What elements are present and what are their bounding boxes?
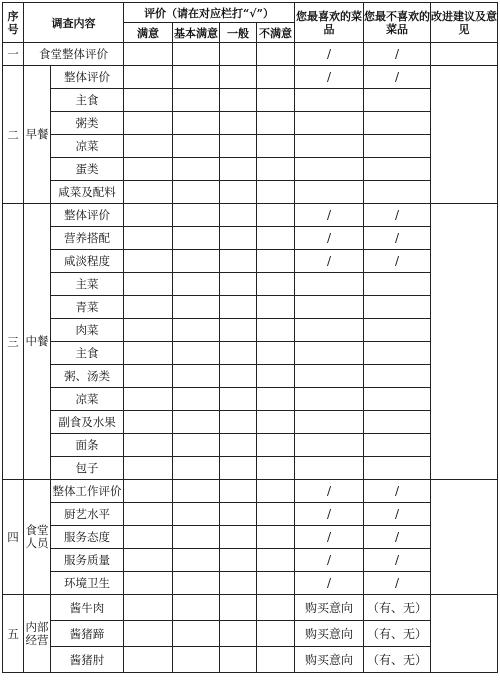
rating-cell[interactable] xyxy=(257,250,295,273)
rating-cell[interactable] xyxy=(257,273,295,296)
survey-table xyxy=(2,2,498,673)
fav-cell[interactable] xyxy=(295,89,364,112)
suggest-cell[interactable] xyxy=(431,43,498,66)
rating-average: 一般 xyxy=(220,23,257,43)
rating-cell[interactable] xyxy=(173,480,220,503)
rating-cell[interactable] xyxy=(257,158,295,181)
rating-cell[interactable] xyxy=(220,434,257,457)
rating-cell[interactable] xyxy=(124,434,173,457)
dislike-cell[interactable]: / xyxy=(364,43,431,66)
rating-cell[interactable] xyxy=(257,388,295,411)
section-name: 食堂人员 xyxy=(24,480,51,595)
rating-cell[interactable] xyxy=(220,112,257,135)
fav-cell[interactable]: / xyxy=(295,250,364,273)
dislike-cell[interactable] xyxy=(364,158,431,181)
rating-cell[interactable] xyxy=(257,647,295,673)
dislike-cell[interactable] xyxy=(364,411,431,434)
rating-cell[interactable] xyxy=(220,273,257,296)
rating-cell[interactable] xyxy=(257,227,295,250)
item-label: 整体评价 xyxy=(51,204,124,227)
rating-satisfied: 满意 xyxy=(124,23,173,43)
fav-cell[interactable]: / xyxy=(295,43,364,66)
dislike-cell[interactable] xyxy=(364,296,431,319)
rating-cell[interactable] xyxy=(124,250,173,273)
rating-cell[interactable] xyxy=(173,135,220,158)
rating-cell[interactable] xyxy=(124,112,173,135)
row-label: 食堂整体评价 xyxy=(24,43,124,66)
rating-cell[interactable] xyxy=(220,549,257,572)
fav-cell[interactable]: / xyxy=(295,227,364,250)
dislike-cell[interactable]: / xyxy=(364,480,431,503)
rating-cell[interactable] xyxy=(220,342,257,365)
rating-cell[interactable] xyxy=(173,273,220,296)
dislike-cell[interactable] xyxy=(364,89,431,112)
dislike-cell[interactable]: / xyxy=(364,526,431,549)
dislike-cell[interactable] xyxy=(364,457,431,480)
item-label: 咸淡程度 xyxy=(51,250,124,273)
lunch-row xyxy=(3,296,498,319)
rating-cell[interactable] xyxy=(124,135,173,158)
rating-cell[interactable] xyxy=(257,135,295,158)
staff-row xyxy=(3,503,498,526)
dislike-cell[interactable] xyxy=(364,365,431,388)
dislike-cell[interactable]: / xyxy=(364,66,431,89)
rating-cell[interactable] xyxy=(173,181,220,204)
section-number: 五 xyxy=(3,595,24,673)
rating-cell[interactable] xyxy=(124,342,173,365)
header-seq: 序号 xyxy=(3,3,24,43)
suggest-cell[interactable] xyxy=(431,595,498,673)
dislike-cell[interactable] xyxy=(364,273,431,296)
fav-cell[interactable]: 购买意向 xyxy=(295,621,364,647)
dislike-cell[interactable] xyxy=(364,388,431,411)
rating-cell[interactable] xyxy=(173,66,220,89)
fav-cell[interactable] xyxy=(295,319,364,342)
dislike-cell[interactable]: / xyxy=(364,549,431,572)
item-label: 酱牛肉 xyxy=(51,595,124,621)
lunch-row xyxy=(3,319,498,342)
rating-cell[interactable] xyxy=(124,227,173,250)
lunch-row xyxy=(3,204,498,227)
rating-cell[interactable] xyxy=(220,480,257,503)
rating-cell[interactable] xyxy=(220,365,257,388)
lunch-row xyxy=(3,365,498,388)
rating-cell[interactable] xyxy=(124,572,173,595)
dislike-cell[interactable]: （有、无） xyxy=(364,621,431,647)
rating-cell[interactable] xyxy=(173,296,220,319)
rating-cell[interactable] xyxy=(124,66,173,89)
internal-row xyxy=(3,621,498,647)
rating-cell[interactable] xyxy=(220,158,257,181)
staff-row xyxy=(3,526,498,549)
rating-cell[interactable] xyxy=(220,526,257,549)
item-label: 主食 xyxy=(51,89,124,112)
lunch-row xyxy=(3,342,498,365)
rating-cell[interactable] xyxy=(124,89,173,112)
rating-cell[interactable] xyxy=(220,66,257,89)
rating-cell[interactable] xyxy=(173,319,220,342)
row-overall xyxy=(3,43,498,66)
rating-cell[interactable] xyxy=(220,43,257,66)
fav-cell[interactable]: / xyxy=(295,549,364,572)
fav-cell[interactable]: / xyxy=(295,526,364,549)
dislike-cell[interactable]: / xyxy=(364,572,431,595)
rating-cell[interactable] xyxy=(220,595,257,621)
dislike-cell[interactable] xyxy=(364,181,431,204)
fav-cell[interactable] xyxy=(295,296,364,319)
dislike-cell[interactable]: （有、无） xyxy=(364,595,431,621)
rating-cell[interactable] xyxy=(220,89,257,112)
rating-cell[interactable] xyxy=(124,273,173,296)
dislike-cell[interactable]: / xyxy=(364,503,431,526)
header-eval: 评价（请在对应栏打“√”） xyxy=(124,3,295,23)
suggest-cell[interactable] xyxy=(431,66,498,204)
rating-cell[interactable] xyxy=(220,647,257,673)
header-fav: 您最喜欢的菜品 xyxy=(295,3,364,43)
item-label: 酱猪蹄 xyxy=(51,621,124,647)
fav-cell[interactable]: / xyxy=(295,503,364,526)
breakfast-row xyxy=(3,89,498,112)
rating-cell[interactable] xyxy=(220,181,257,204)
rating-cell[interactable] xyxy=(173,647,220,673)
rating-cell[interactable] xyxy=(220,572,257,595)
dislike-cell[interactable] xyxy=(364,135,431,158)
rating-cell[interactable] xyxy=(257,572,295,595)
section-name: 早餐 xyxy=(24,66,51,204)
internal-row xyxy=(3,595,498,621)
item-label: 粥类 xyxy=(51,112,124,135)
rating-cell[interactable] xyxy=(220,296,257,319)
rating-cell[interactable] xyxy=(220,204,257,227)
fav-cell[interactable] xyxy=(295,342,364,365)
rating-cell[interactable] xyxy=(173,342,220,365)
item-label: 环境卫生 xyxy=(51,572,124,595)
item-label: 蛋类 xyxy=(51,158,124,181)
dislike-cell[interactable]: / xyxy=(364,250,431,273)
rating-cell[interactable] xyxy=(257,43,295,66)
rating-cell[interactable] xyxy=(257,296,295,319)
item-label: 肉菜 xyxy=(51,319,124,342)
rating-cell[interactable] xyxy=(124,549,173,572)
rating-cell[interactable] xyxy=(257,503,295,526)
rating-cell[interactable] xyxy=(173,526,220,549)
rating-cell[interactable] xyxy=(257,549,295,572)
rating-cell[interactable] xyxy=(257,204,295,227)
item-label: 厨艺水平 xyxy=(51,503,124,526)
staff-row xyxy=(3,549,498,572)
rating-cell[interactable] xyxy=(124,43,173,66)
rating-cell[interactable] xyxy=(257,595,295,621)
rating-cell[interactable] xyxy=(124,365,173,388)
dislike-cell[interactable]: （有、无） xyxy=(364,647,431,673)
rating-cell[interactable] xyxy=(257,365,295,388)
lunch-row xyxy=(3,411,498,434)
fav-cell[interactable] xyxy=(295,434,364,457)
dislike-cell[interactable] xyxy=(364,342,431,365)
fav-cell[interactable] xyxy=(295,411,364,434)
header-content: 调查内容 xyxy=(24,3,124,43)
rating-cell[interactable] xyxy=(124,526,173,549)
fav-cell[interactable] xyxy=(295,112,364,135)
rating-cell[interactable] xyxy=(257,457,295,480)
dislike-cell[interactable] xyxy=(364,434,431,457)
rating-cell[interactable] xyxy=(124,595,173,621)
breakfast-row xyxy=(3,135,498,158)
item-label: 酱猪肘 xyxy=(51,647,124,673)
rating-cell[interactable] xyxy=(124,319,173,342)
rating-cell[interactable] xyxy=(220,319,257,342)
fav-cell[interactable]: 购买意向 xyxy=(295,595,364,621)
rating-cell[interactable] xyxy=(220,457,257,480)
rating-cell[interactable] xyxy=(257,89,295,112)
item-label: 服务态度 xyxy=(51,526,124,549)
rating-cell[interactable] xyxy=(173,204,220,227)
rating-cell[interactable] xyxy=(257,480,295,503)
rating-cell[interactable] xyxy=(124,388,173,411)
dislike-cell[interactable] xyxy=(364,319,431,342)
fav-cell[interactable] xyxy=(295,365,364,388)
dislike-cell[interactable]: / xyxy=(364,227,431,250)
item-label: 凉菜 xyxy=(51,388,124,411)
rating-cell[interactable] xyxy=(257,66,295,89)
rating-cell[interactable] xyxy=(124,457,173,480)
rating-cell[interactable] xyxy=(173,250,220,273)
item-label: 青菜 xyxy=(51,296,124,319)
lunch-row xyxy=(3,388,498,411)
rating-cell[interactable] xyxy=(173,411,220,434)
rating-cell[interactable] xyxy=(173,457,220,480)
item-label: 面条 xyxy=(51,434,124,457)
rating-cell[interactable] xyxy=(220,503,257,526)
item-label: 服务质量 xyxy=(51,549,124,572)
breakfast-row xyxy=(3,112,498,135)
fav-cell[interactable] xyxy=(295,158,364,181)
section-name: 中餐 xyxy=(24,204,51,480)
lunch-row xyxy=(3,250,498,273)
fav-cell[interactable] xyxy=(295,181,364,204)
item-label: 主食 xyxy=(51,342,124,365)
fav-cell[interactable]: / xyxy=(295,66,364,89)
dislike-cell[interactable]: / xyxy=(364,204,431,227)
rating-cell[interactable] xyxy=(257,411,295,434)
rating-cell[interactable] xyxy=(257,434,295,457)
rating-cell[interactable] xyxy=(124,480,173,503)
section-name: 内部经营 xyxy=(24,595,51,673)
rating-cell[interactable] xyxy=(220,621,257,647)
rating-cell[interactable] xyxy=(173,621,220,647)
row-num: 一 xyxy=(3,43,24,66)
lunch-row xyxy=(3,457,498,480)
item-label: 包子 xyxy=(51,457,124,480)
rating-cell[interactable] xyxy=(173,365,220,388)
rating-basic: 基本满意 xyxy=(173,23,220,43)
rating-cell[interactable] xyxy=(124,296,173,319)
rating-cell[interactable] xyxy=(124,411,173,434)
fav-cell[interactable]: / xyxy=(295,572,364,595)
item-label: 整体评价 xyxy=(51,66,124,89)
internal-row xyxy=(3,647,498,673)
rating-cell[interactable] xyxy=(124,621,173,647)
rating-cell[interactable] xyxy=(257,526,295,549)
section-number: 四 xyxy=(3,480,24,595)
rating-cell[interactable] xyxy=(257,621,295,647)
rating-unsatisfied: 不满意 xyxy=(257,23,295,43)
fav-cell[interactable]: / xyxy=(295,480,364,503)
rating-cell[interactable] xyxy=(173,572,220,595)
header-suggest: 改进建议及意见 xyxy=(431,3,498,43)
rating-cell[interactable] xyxy=(124,158,173,181)
item-label: 咸菜及配料 xyxy=(51,181,124,204)
rating-cell[interactable] xyxy=(257,342,295,365)
item-label: 粥、汤类 xyxy=(51,365,124,388)
rating-cell[interactable] xyxy=(257,181,295,204)
rating-cell[interactable] xyxy=(220,411,257,434)
breakfast-row xyxy=(3,181,498,204)
fav-cell[interactable]: / xyxy=(295,204,364,227)
fav-cell[interactable] xyxy=(295,273,364,296)
lunch-row xyxy=(3,434,498,457)
rating-cell[interactable] xyxy=(173,89,220,112)
fav-cell[interactable] xyxy=(295,135,364,158)
rating-cell[interactable] xyxy=(173,43,220,66)
rating-cell[interactable] xyxy=(124,647,173,673)
fav-cell[interactable] xyxy=(295,388,364,411)
staff-row xyxy=(3,480,498,503)
rating-cell[interactable] xyxy=(124,204,173,227)
dislike-cell[interactable] xyxy=(364,112,431,135)
rating-cell[interactable] xyxy=(173,434,220,457)
staff-row xyxy=(3,572,498,595)
rating-cell[interactable] xyxy=(220,227,257,250)
suggest-cell[interactable] xyxy=(431,204,498,480)
rating-cell[interactable] xyxy=(173,227,220,250)
item-label: 主菜 xyxy=(51,273,124,296)
rating-cell[interactable] xyxy=(173,388,220,411)
rating-cell[interactable] xyxy=(220,135,257,158)
rating-cell[interactable] xyxy=(173,158,220,181)
section-number: 三 xyxy=(3,204,24,480)
rating-cell[interactable] xyxy=(220,250,257,273)
fav-cell[interactable] xyxy=(295,457,364,480)
rating-cell[interactable] xyxy=(124,181,173,204)
item-label: 整体工作评价 xyxy=(51,480,124,503)
suggest-cell[interactable] xyxy=(431,480,498,595)
lunch-row xyxy=(3,273,498,296)
rating-cell[interactable] xyxy=(173,503,220,526)
item-label: 营养搭配 xyxy=(51,227,124,250)
header-dislike: 您最不喜欢的菜品 xyxy=(364,3,431,43)
breakfast-row xyxy=(3,66,498,89)
rating-cell[interactable] xyxy=(257,319,295,342)
rating-cell[interactable] xyxy=(257,112,295,135)
rating-cell[interactable] xyxy=(124,503,173,526)
section-number: 二 xyxy=(3,66,24,204)
breakfast-row xyxy=(3,158,498,181)
rating-cell[interactable] xyxy=(220,388,257,411)
item-label: 副食及水果 xyxy=(51,411,124,434)
rating-cell[interactable] xyxy=(173,595,220,621)
lunch-row xyxy=(3,227,498,250)
rating-cell[interactable] xyxy=(173,549,220,572)
rating-cell[interactable] xyxy=(173,112,220,135)
item-label: 凉菜 xyxy=(51,135,124,158)
fav-cell[interactable]: 购买意向 xyxy=(295,647,364,673)
